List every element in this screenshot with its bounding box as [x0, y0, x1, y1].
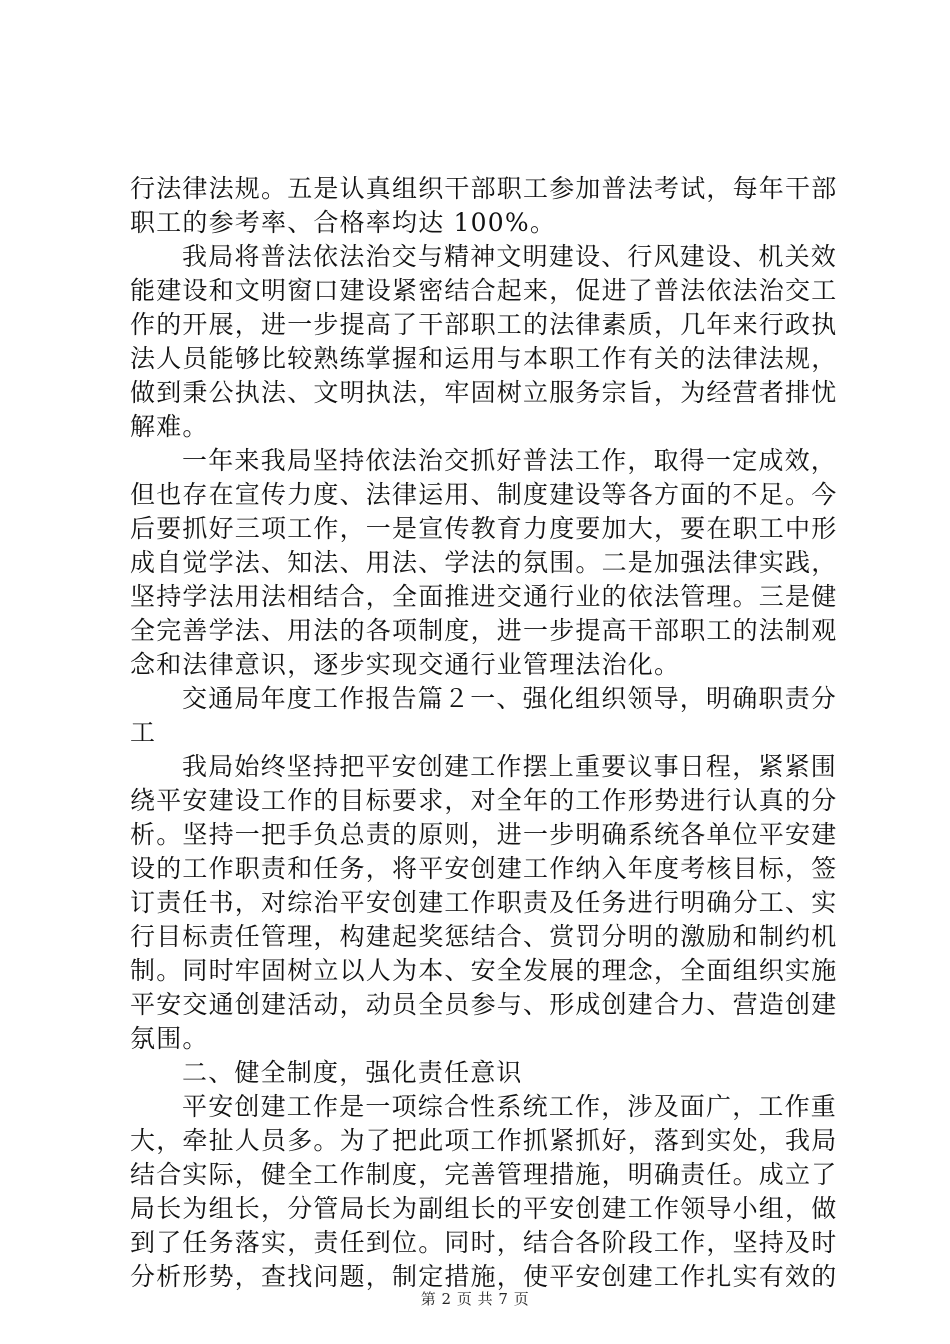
text-line: 行目标责任管理，构建起奖惩结合、赏罚分明的激励和制约机 [130, 922, 838, 951]
section-heading: 交通局年度工作报告篇２一、强化组织领导，明确职责分 [182, 684, 838, 713]
document-body [130, 172, 838, 1294]
text-line: 大，牵扯人员多。为了把此项工作抓紧抓好，落到实处，我局 [130, 1126, 838, 1155]
text-line: 坚持学法用法相结合，全面推进交通行业的依法管理。三是健 [130, 582, 838, 611]
text-line: 局长为组长，分管局长为副组长的平安创建工作领导小组，做 [130, 1194, 838, 1223]
text-line: 职工的参考率、合格率均达 100%。 [130, 208, 557, 237]
text-line: 解难。 [130, 412, 209, 441]
text-line: 做到秉公执法、文明执法，牢固树立服务宗旨，为经营者排忧 [130, 378, 838, 407]
text-line: 设的工作职责和任务，将平安创建工作纳入年度考核目标，签 [130, 854, 838, 883]
text-line: 我局将普法依法治交与精神文明建设、行风建设、机关效 [182, 242, 838, 271]
text-line: 平安创建工作是一项综合性系统工作，涉及面广，工作重 [182, 1092, 838, 1121]
text-line: 析。坚持一把手负总责的原则，进一步明确系统各单位平安建 [130, 820, 838, 849]
text-line: 全完善学法、用法的各项制度，进一步提高干部职工的法制观 [130, 616, 838, 645]
text-line: 结合实际，健全工作制度，完善管理措施，明确责任。成立了 [130, 1160, 838, 1189]
text-line: 绕平安建设工作的目标要求，对全年的工作形势进行认真的分 [130, 786, 838, 815]
text-line: 订责任书，对综治平安创建工作职责及任务进行明确分工、实 [130, 888, 838, 917]
text-line: 成自觉学法、知法、用法、学法的氛围。二是加强法律实践， [130, 548, 838, 577]
section-heading: 二、健全制度，强化责任意识 [182, 1058, 523, 1087]
page-number-footer: 第 2 页 共 7 页 [420, 1290, 530, 1308]
text-line: 能建设和文明窗口建设紧密结合起来，促进了普法依法治交工 [130, 276, 838, 305]
text-line: 一年来我局坚持依法治交抓好普法工作，取得一定成效， [182, 446, 838, 475]
text-line: 我局始终坚持把平安创建工作摆上重要议事日程，紧紧围 [182, 752, 838, 781]
text-line: 法人员能够比较熟练掌握和运用与本职工作有关的法律法规， [130, 344, 838, 373]
text-line: 分析形势，查找问题，制定措施，使平安创建工作扎实有效的 [130, 1262, 838, 1291]
text-line: 到了任务落实，责任到位。同时，结合各阶段工作，坚持及时 [130, 1228, 838, 1257]
text-line: 后要抓好三项工作，一是宣传教育力度要加大，要在职工中形 [130, 514, 838, 543]
text-line: 作的开展，进一步提高了干部职工的法律素质，几年来行政执 [130, 310, 838, 339]
section-heading-continued: 工 [130, 718, 157, 747]
text-line: 但也存在宣传力度、法律运用、制度建设等各方面的不足。今 [130, 480, 838, 509]
text-line: 平安交通创建活动，动员全员参与、形成创建合力、营造创建 [130, 990, 838, 1019]
text-line: 制。同时牢固树立以人为本、安全发展的理念，全面组织实施 [130, 956, 838, 985]
text-line: 行法律法规。五是认真组织干部职工参加普法考试，每年干部 [130, 174, 838, 203]
text-line: 氛围。 [130, 1024, 209, 1053]
text-line: 念和法律意识，逐步实现交通行业管理法治化。 [130, 650, 681, 679]
